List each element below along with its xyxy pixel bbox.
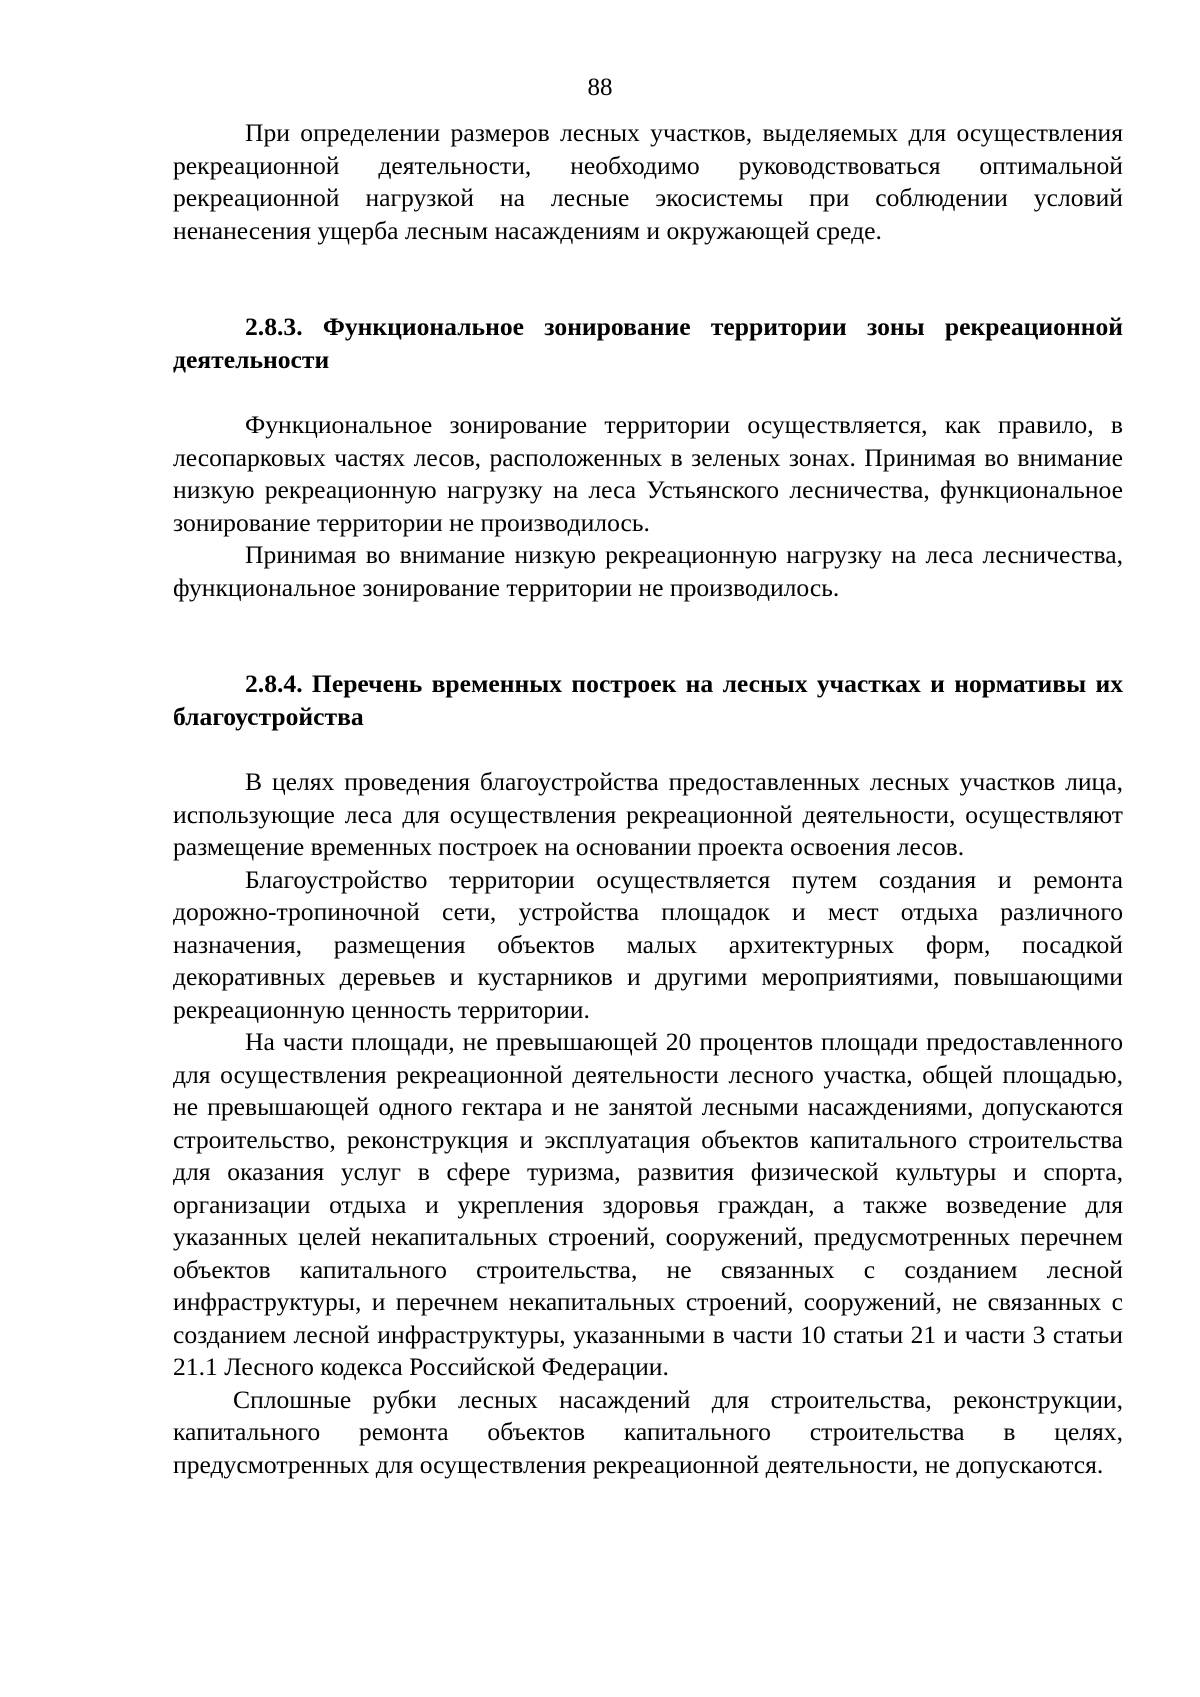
section-2-8-4-paragraph-1: В целях проведения благоустройства предоставленных лесных участков лица, использующие леса для осуществления рекреационной деятельности, осуществляют размещение временных построек на основании проекта освоения лесов. <box>173 767 1123 861</box>
section-2-8-3-paragraph-2: Принимая во внимание низкую рекреационную нагрузку на леса лесничества, функциональное зонирование территории не производилось. <box>173 540 1123 602</box>
section-heading-2-8-4: 2.8.4. Перечень временных построек на лесных участках и нормативы их благоустройства <box>173 669 1123 731</box>
intro-paragraph: При определении размеров лесных участков, выделяемых для осуществления рекреационной деятельности, необходимо руководствоваться оптимальной рекреационной нагрузкой на лесные экосистемы при соблюдении условий ненанесения ущерба лесным насаждениям и окружающей среде. <box>173 118 1123 245</box>
page-number: 88 <box>587 74 613 101</box>
section-heading-2-8-3: 2.8.3. Функциональное зонирование территории зоны рекреационной деятельности <box>173 312 1123 374</box>
section-2-8-3-paragraph-1: Функциональное зонирование территории осуществляется, как правило, в лесопарковых частях лесов, расположенных в зеленых зонах. Принимая во внимание низкую рекреационную нагрузку на леса Устьянского лесничества, функциональное зонирование территории не производилось. <box>173 410 1123 537</box>
section-2-8-4-paragraph-3: На части площади, не превышающей 20 процентов площади предоставленного для осуществления рекреационной деятельности лесного участка, общей площадью, не превышающей одного гектара и не занятой лесными насаждениями, допускаются строительство, реконструкция и эксплуатация объектов капитального строительства для оказания услуг в сфере туризма, развития физической культуры и спорта, организации отдыха и укрепления здоровья граждан, а также возведение для указанных целей некапитальных строений, сооружений, предусмотренных перечнем объектов капитального строительства, не связанных с созданием лесной инфраструктуры, и перечнем некапитальных строений, сооружений, не связанных с созданием лесной инфраструктуры, указанными в части 10 статьи 21 и части 3 статьи 21.1 Лесного кодекса Российской Федерации. <box>173 1027 1123 1381</box>
section-2-8-4-paragraph-2: Благоустройство территории осуществляется путем создания и ремонта дорожно-тропиночной сети, устройства площадок и мест отдыха различного назначения, размещения объектов малых архитектурных форм, посадкой декоративных деревьев и кустарников и другими мероприятиями, повышающими рекреационную ценность территории. <box>173 864 1123 1024</box>
section-2-8-4-paragraph-4: Сплошные рубки лесных насаждений для строительства, реконструкции, капитального ремонта объектов капитального строительства в целях, предусмотренных для осуществления рекреационной деятельности, не допускаются. <box>173 1384 1123 1479</box>
page-content <box>173 117 1123 1481</box>
